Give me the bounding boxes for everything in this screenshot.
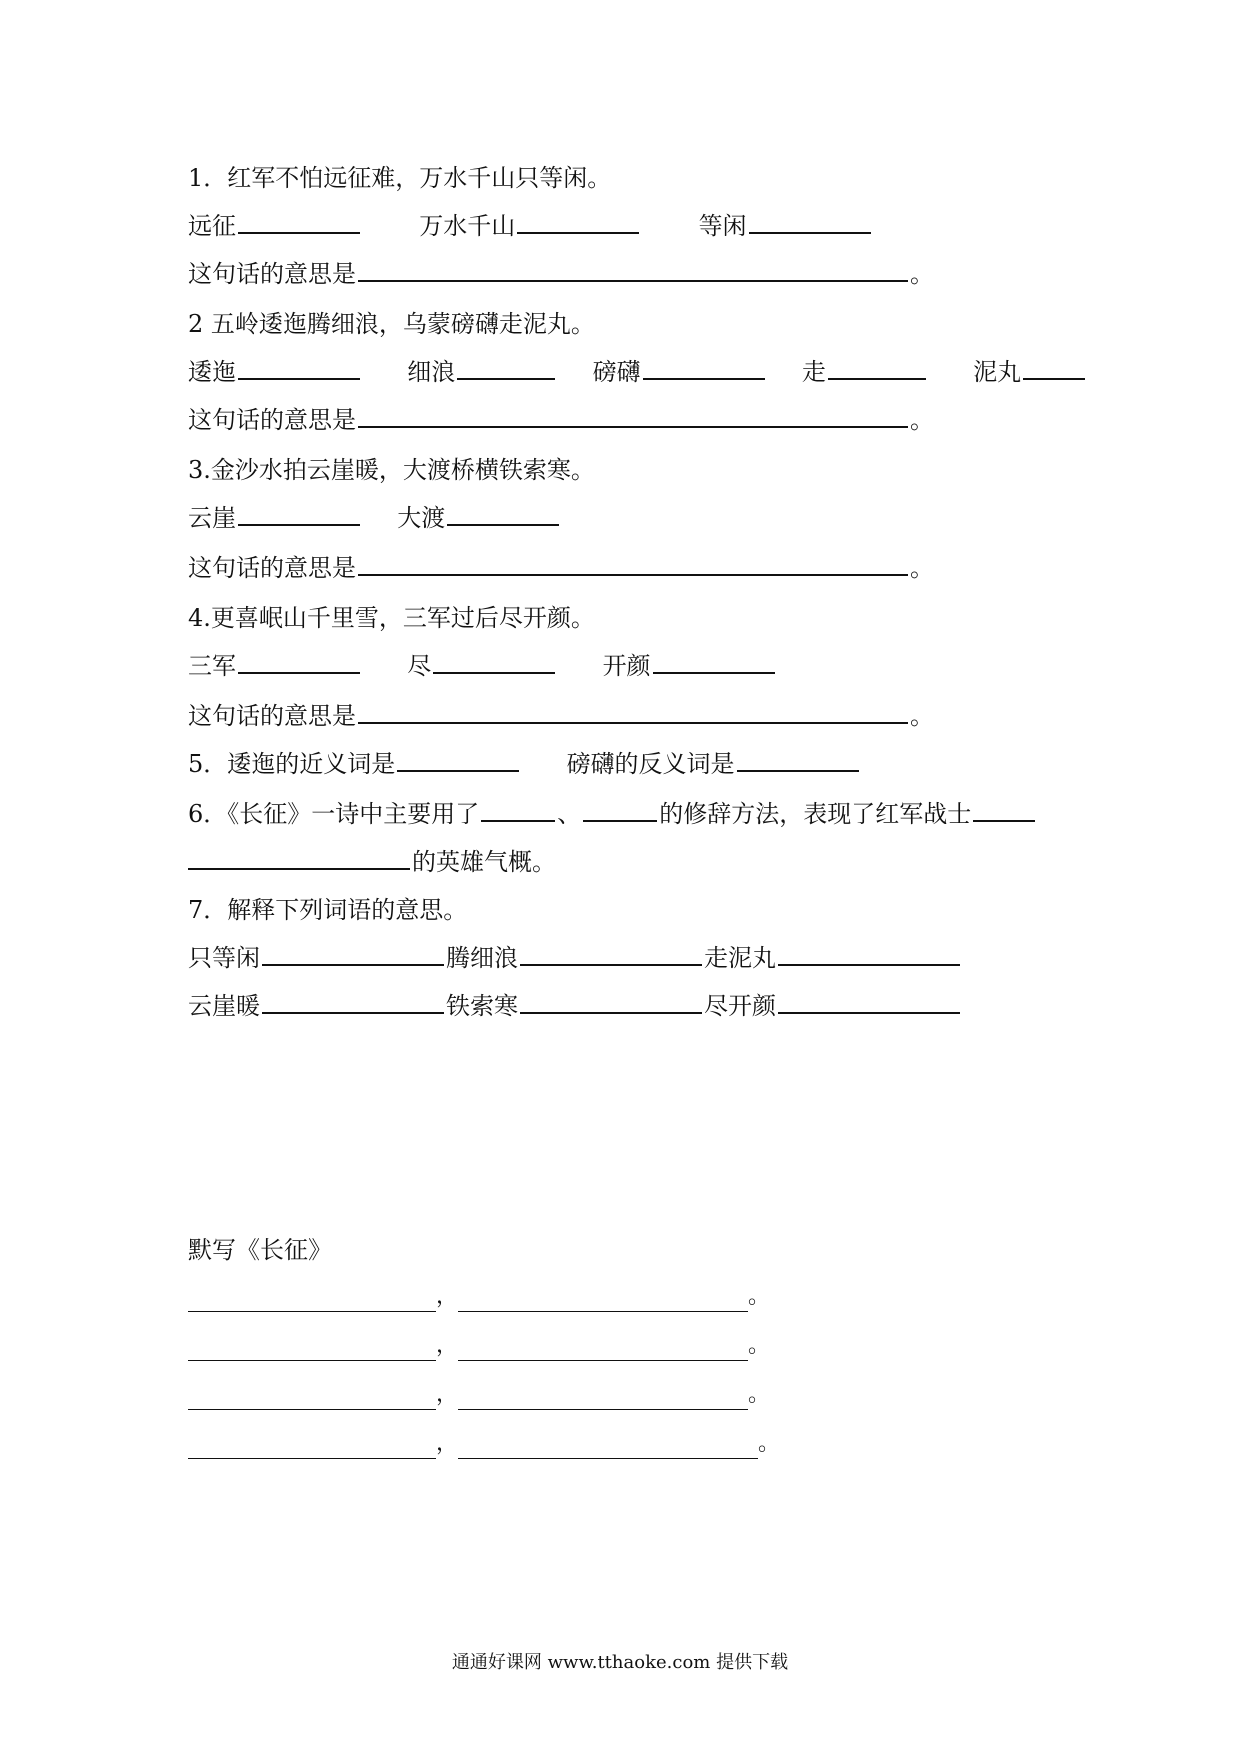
q6-row-1 (188, 796, 1088, 832)
q2-meaning-label: 这句话的意思是 (188, 406, 356, 434)
q2-term-2-blank[interactable] (457, 356, 555, 380)
recite-line-3-first-half[interactable] (188, 1383, 436, 1410)
q6-part1: 6．《长征》一诗中主要用了 (188, 800, 480, 828)
q1-term-3-blank[interactable] (749, 210, 871, 234)
q7-r1-blank-2[interactable] (520, 942, 702, 966)
q7-row-2 (188, 988, 1088, 1024)
q1-term-1: 远征 (188, 212, 236, 240)
q7-r2-blank-1[interactable] (262, 990, 444, 1014)
q3-term-1: 云崖 (188, 504, 236, 532)
recite-line-4[interactable] (188, 1429, 780, 1459)
recite-line-1-first-half[interactable] (188, 1285, 436, 1312)
q6-blank-3[interactable] (973, 798, 1035, 822)
q7-r1-blank-3[interactable] (778, 942, 960, 966)
q4-term-3: 开颜 (602, 652, 651, 680)
q3-term-1-blank[interactable] (238, 502, 360, 526)
q7-r2-blank-3[interactable] (778, 990, 960, 1014)
q7-r2-term-3: 尽开颜 (704, 992, 776, 1020)
q7-r2-blank-2[interactable] (520, 990, 702, 1014)
q2-term-4-blank[interactable] (828, 356, 926, 380)
q2-term-1-blank[interactable] (238, 356, 360, 380)
q7-title-text: 7．解释下列词语的意思。 (188, 896, 468, 924)
q1-meaning-blank[interactable] (358, 258, 908, 282)
q5-synonym-blank[interactable] (397, 748, 519, 772)
q7-r1-term-1: 只等闲 (188, 944, 260, 972)
q2-meaning-row (188, 402, 1088, 438)
footer-text: 通通好课网 www.tthaoke.com 提供下载 (451, 1652, 789, 1673)
q2-term-2: 细浪 (407, 358, 456, 386)
q3-terms-row (188, 500, 1088, 536)
q7-r1-term-3: 走泥丸 (704, 944, 776, 972)
recite-line-1-comma: ， (436, 1284, 459, 1309)
q7-r1-blank-1[interactable] (262, 942, 444, 966)
q2-term-3-blank[interactable] (643, 356, 765, 380)
q5-part2: 磅礴的反义词是 (566, 750, 735, 778)
recite-line-4-period: 。 (758, 1431, 781, 1456)
q4-terms-row (188, 648, 1088, 684)
q4-sentence-text: 4.更喜岷山千里雪，三军过后尽开颜。 (188, 604, 595, 632)
q4-term-3-blank[interactable] (653, 650, 775, 674)
q7-r2-term-1: 云崖暖 (188, 992, 260, 1020)
q7-title (188, 892, 1088, 928)
q7-r2-term-2: 铁索寒 (446, 992, 518, 1020)
recite-title (188, 1232, 1088, 1268)
footer (0, 1648, 1240, 1674)
q6-blank-4[interactable] (188, 846, 410, 870)
recite-line-1-period: 。 (748, 1284, 771, 1309)
recite-title-text: 默写《长征》 (188, 1236, 332, 1264)
q4-term-2-blank[interactable] (433, 650, 555, 674)
q2-meaning-blank[interactable] (358, 404, 908, 428)
q3-period: 。 (910, 554, 934, 582)
recite-line-2[interactable] (188, 1331, 770, 1361)
recite-line-2-period: 。 (748, 1333, 771, 1358)
recite-line-3-comma: ， (436, 1382, 459, 1407)
q1-period: 。 (910, 260, 934, 288)
q5-antonym-blank[interactable] (737, 748, 859, 772)
q6-part2: 的修辞方法，表现了红军战士 (659, 800, 972, 828)
q2-term-5: 泥丸 (973, 358, 1022, 386)
recite-line-1-second-half[interactable] (458, 1285, 748, 1312)
q6-part3: 的英雄气概。 (412, 848, 556, 876)
q6-row-2 (188, 844, 1088, 880)
q2-term-1: 逶迤 (188, 358, 236, 386)
q1-term-2-blank[interactable] (517, 210, 639, 234)
q4-term-1-blank[interactable] (238, 650, 360, 674)
q4-meaning-blank[interactable] (358, 700, 908, 724)
recite-line-4-first-half[interactable] (188, 1432, 436, 1459)
q6-blank-1[interactable] (481, 798, 555, 822)
q6-sep: 、 (557, 800, 582, 828)
q1-sentence (188, 160, 1088, 196)
q3-term-2-blank[interactable] (447, 502, 559, 526)
recite-line-3-second-half[interactable] (458, 1383, 748, 1410)
q3-term-2: 大渡 (397, 504, 446, 532)
q3-sentence-text: 3.金沙水拍云崖暖，大渡桥横铁索寒。 (188, 456, 595, 484)
q3-meaning-label: 这句话的意思是 (188, 554, 356, 582)
recite-line-1[interactable] (188, 1282, 770, 1312)
q1-sentence-text: 1．红军不怕远征难，万水千山只等闲。 (188, 164, 612, 192)
q5-part1: 5．逶迤的近义词是 (188, 750, 396, 778)
q2-terms-row (188, 354, 1088, 390)
q1-term-1-blank[interactable] (238, 210, 360, 234)
q1-term-2: 万水千山 (419, 212, 516, 240)
recite-line-4-comma: ， (436, 1431, 459, 1456)
q4-meaning-row (188, 698, 1088, 734)
q7-row-1 (188, 940, 1088, 976)
q4-term-1: 三军 (188, 652, 236, 680)
q4-term-2: 尽 (407, 652, 432, 680)
q2-sentence-text: 2 五岭逶迤腾细浪，乌蒙磅礴走泥丸。 (188, 310, 595, 338)
recite-line-2-comma: ， (436, 1333, 459, 1358)
q4-meaning-label: 这句话的意思是 (188, 702, 356, 730)
q6-blank-2[interactable] (583, 798, 657, 822)
q3-meaning-row (188, 550, 1088, 586)
recite-line-3[interactable] (188, 1380, 770, 1410)
q1-meaning-label: 这句话的意思是 (188, 260, 356, 288)
q3-meaning-blank[interactable] (358, 552, 908, 576)
q4-period: 。 (910, 702, 934, 730)
q2-period: 。 (910, 406, 934, 434)
q1-meaning-row (188, 256, 1088, 292)
q2-sentence (188, 306, 1088, 342)
recite-line-2-first-half[interactable] (188, 1334, 436, 1361)
recite-line-2-second-half[interactable] (458, 1334, 748, 1361)
recite-line-3-period: 。 (748, 1382, 771, 1407)
q5-row (188, 746, 1088, 782)
recite-line-4-second-half[interactable] (458, 1432, 758, 1459)
q1-terms-row (188, 208, 1088, 244)
q3-sentence (188, 452, 1088, 488)
q2-term-3: 磅礴 (592, 358, 641, 386)
q7-r1-term-2: 腾细浪 (446, 944, 518, 972)
q1-term-3: 等闲 (698, 212, 747, 240)
q4-sentence (188, 600, 1088, 636)
q2-term-5-blank[interactable] (1023, 356, 1085, 380)
q2-term-4: 走 (801, 358, 826, 386)
